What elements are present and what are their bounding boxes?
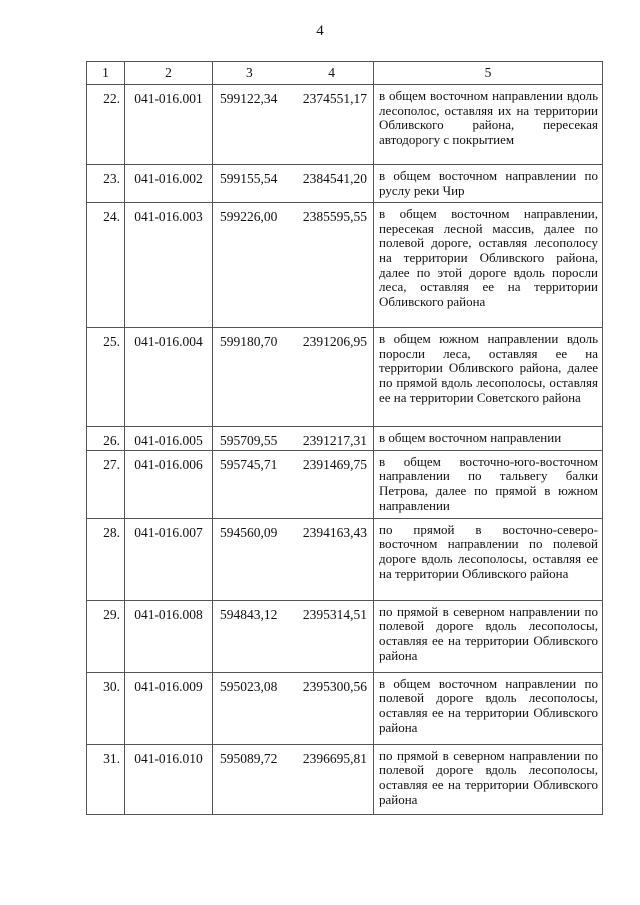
table-row <box>87 328 603 427</box>
coordinate-x: 594843,12 <box>220 606 278 622</box>
coordinates-cell <box>213 518 374 600</box>
point-code: 041-016.006 <box>125 450 213 518</box>
table-body <box>87 85 603 815</box>
point-code: 041-016.009 <box>125 672 213 744</box>
coordinate-x: 599180,70 <box>220 334 278 350</box>
table-row <box>87 600 603 672</box>
boundary-description: по прямой в северном направлении по полевой дороге вдоль лесополосы, оставляя ее на территории Обливского района <box>374 600 603 672</box>
coordinates-cell <box>213 672 374 744</box>
coordinate-x: 595745,71 <box>220 456 278 472</box>
coordinate-y: 2385595,55 <box>302 209 367 225</box>
boundary-description: в общем южном направлении вдоль поросли леса, оставляя ее на территории Обливского района, далее по прямой вдоль лесополосы, оставляя ее на территории Советского района <box>374 328 603 427</box>
point-code: 041-016.008 <box>125 600 213 672</box>
row-number: 24. <box>87 203 125 328</box>
coordinate-y: 2395300,56 <box>302 678 367 694</box>
row-number: 22. <box>87 85 125 165</box>
table-header-row <box>87 62 603 85</box>
coordinate-x: 599122,34 <box>220 91 278 106</box>
coordinate-y: 2395314,51 <box>302 606 367 622</box>
boundary-description: в общем восточном направлении, пересекая лесной массив, далее по полевой дороге, оставляя лесополосу на территории Обливского района, далее по этой дороге вдоль поросли леса, оставляя ее на территории Обливского района <box>374 203 603 328</box>
coordinate-x: 599226,00 <box>220 209 278 225</box>
coordinate-x: 599155,54 <box>220 171 278 186</box>
header-col-1: 1 <box>87 62 125 85</box>
header-col-4: 4 <box>328 65 335 80</box>
coordinate-y: 2394163,43 <box>302 524 367 540</box>
table-row <box>87 672 603 744</box>
point-code: 041-016.004 <box>125 328 213 427</box>
point-code: 041-016.003 <box>125 203 213 328</box>
header-col-3: 3 <box>246 65 253 80</box>
point-code: 041-016.010 <box>125 744 213 814</box>
coordinates-cell <box>213 744 374 814</box>
point-code: 041-016.007 <box>125 518 213 600</box>
table-row <box>87 744 603 814</box>
boundary-description: в общем восточном направлении по руслу реки Чир <box>374 165 603 203</box>
coordinates-cell <box>213 600 374 672</box>
table-row <box>87 427 603 451</box>
boundary-description: по прямой в восточно-северовосточном направлении по полевой дороге вдоль лесополосы, оставляя ее на территории Обливского района <box>374 518 603 600</box>
coordinate-y: 2384541,20 <box>302 171 367 186</box>
boundary-points-table <box>86 61 603 815</box>
header-col-5: 5 <box>374 62 603 85</box>
coordinate-y: 2391217,31 <box>302 433 367 449</box>
boundary-description: в общем восточном направлении <box>374 427 603 451</box>
coordinates-cell <box>213 203 374 328</box>
coordinate-x: 595089,72 <box>220 750 278 766</box>
coordinates-cell <box>213 165 374 203</box>
point-code: 041-016.002 <box>125 165 213 203</box>
header-col-2: 2 <box>125 62 213 85</box>
boundary-description: по прямой в северном направлении по полевой дороге вдоль лесополосы, оставляя ее на территории Обливского района <box>374 744 603 814</box>
point-code: 041-016.005 <box>125 427 213 451</box>
boundary-description: в общем восточно-юго-восточном направлении по тальвегу балки Петрова, далее по прямой в южном направлении <box>374 450 603 518</box>
table-row <box>87 85 603 165</box>
header-col-3-4 <box>213 62 374 85</box>
boundary-description: в общем восточном направлении по полевой дороге вдоль лесополосы, оставляя ее на территории Обливского района <box>374 672 603 744</box>
coordinate-y: 2396695,81 <box>302 750 367 766</box>
row-number: 30. <box>87 672 125 744</box>
row-number: 25. <box>87 328 125 427</box>
row-number: 23. <box>87 165 125 203</box>
table-row <box>87 165 603 203</box>
table-row <box>87 518 603 600</box>
coordinate-x: 595709,55 <box>220 433 278 449</box>
table-row <box>87 450 603 518</box>
coordinate-y: 2391206,95 <box>302 334 367 350</box>
point-code: 041-016.001 <box>125 85 213 165</box>
table-row <box>87 203 603 328</box>
coordinates-cell <box>213 450 374 518</box>
coordinate-y: 2391469,75 <box>302 456 367 472</box>
row-number: 28. <box>87 518 125 600</box>
row-number: 27. <box>87 450 125 518</box>
coordinates-cell <box>213 85 374 165</box>
row-number: 29. <box>87 600 125 672</box>
coordinate-x: 595023,08 <box>220 678 278 694</box>
coordinate-y: 2374551,17 <box>302 91 367 106</box>
page-number: 4 <box>316 23 324 39</box>
coordinate-x: 594560,09 <box>220 524 278 540</box>
row-number: 31. <box>87 744 125 814</box>
coordinates-cell <box>213 427 374 451</box>
coordinates-cell <box>213 328 374 427</box>
boundary-description: в общем восточном направлении вдоль лесополос, оставляя их на территории Обливского района, пересекая автодорогу с покрытием <box>374 85 603 165</box>
row-number: 26. <box>87 427 125 451</box>
